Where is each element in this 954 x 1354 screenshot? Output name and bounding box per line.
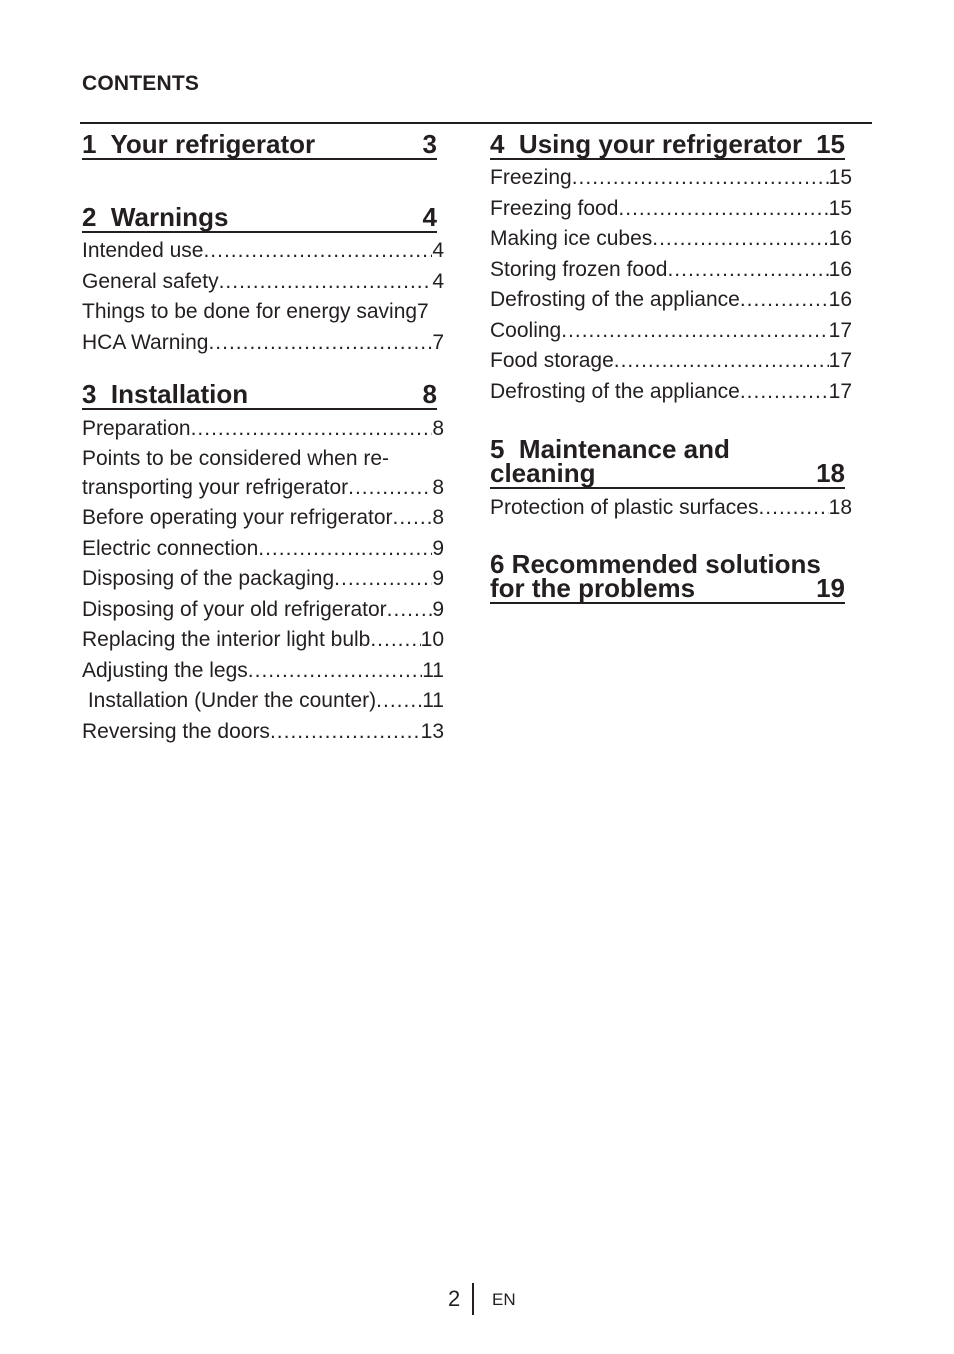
toc-section-4[interactable]: 4 Using your refrigerator 15 [490, 129, 845, 159]
toc-entry[interactable]: Replacing the interior light bulb ..... 10 [82, 625, 444, 656]
top-rule [80, 122, 872, 124]
toc-entry[interactable]: Cooling ..... 17 [490, 316, 852, 347]
toc-entry[interactable]: Disposing of your old refrigerator ..... 9 [82, 595, 444, 626]
toc-right-column [490, 126, 852, 604]
language-code: EN [492, 1290, 516, 1309]
toc-entry[interactable]: Making ice cubes ..... 16 [490, 224, 852, 255]
toc-entry[interactable]: transporting your refrigerator ..... 8 [82, 473, 444, 504]
toc-entry[interactable]: Food storage ..... 17 [490, 346, 852, 377]
toc-entry[interactable]: Adjusting the legs ..... 11 [82, 656, 444, 687]
toc-section-5[interactable]: 5 Maintenance and cleaning 18 [490, 434, 845, 488]
toc-entry[interactable]: Disposing of the packaging ..... 9 [82, 564, 444, 595]
toc-entry[interactable]: Reversing the doors ..... 13 [82, 717, 444, 748]
toc-entry[interactable]: Intended use ..... 4 [82, 236, 444, 267]
toc-left-column [82, 126, 444, 747]
contents-heading: CONTENTS [82, 72, 200, 95]
toc-section-6[interactable]: 6 Recommended solutions for the problems 19 [490, 548, 845, 603]
toc-section-3[interactable]: 3 Installation 8 [82, 379, 437, 409]
toc-entry[interactable]: Defrosting of the appliance ..... 17 [490, 377, 852, 408]
toc-entry[interactable]: Before operating your refrigerator ..... 8 [82, 503, 444, 534]
toc-entry[interactable]: Freezing ..... 15 [490, 163, 852, 194]
toc-entry[interactable]: Defrosting of the appliance ..... 16 [490, 285, 852, 316]
toc-entry-line1[interactable]: Points to be considered when re- [82, 446, 390, 470]
toc-entry[interactable]: Installation (Under the counter) ..... 11 [82, 686, 444, 717]
page-number: 2 [448, 1286, 461, 1311]
toc-entry[interactable]: General safety ..... 4 [82, 267, 444, 298]
footer-divider [472, 1283, 474, 1315]
toc-entry[interactable]: HCA Warning ..... 7 [82, 328, 444, 359]
toc-section-1[interactable]: 1 Your refrigerator 3 [82, 129, 437, 159]
toc-entry[interactable]: Protection of plastic surfaces ..... 18 [490, 493, 852, 524]
toc-entry[interactable]: Preparation ..... 8 [82, 414, 444, 445]
toc-entry[interactable]: Freezing food ..... 15 [490, 194, 852, 225]
toc-section-2[interactable]: 2 Warnings 4 [82, 202, 437, 232]
toc-entry[interactable]: Electric connection ..... 9 [82, 534, 444, 565]
toc-entry[interactable]: Storing frozen food ..... 16 [490, 255, 852, 286]
toc-entry[interactable]: Things to be done for energy saving 7 [82, 300, 429, 323]
